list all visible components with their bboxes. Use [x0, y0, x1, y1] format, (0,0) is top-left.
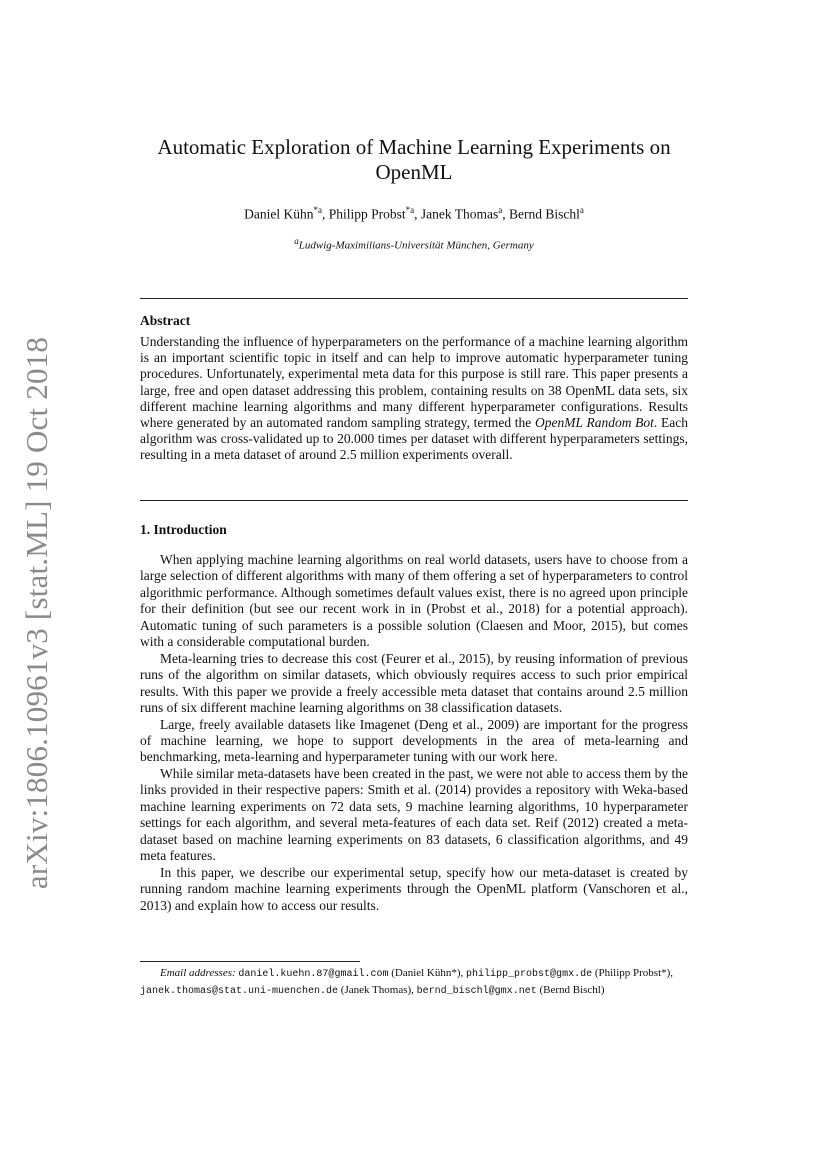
affiliation — [140, 236, 688, 252]
affiliation-text: Ludwig-Maximilians-Universität München, Germany — [298, 239, 534, 252]
author-name: Daniel Kühn — [244, 206, 314, 222]
section-heading-introduction: 1. Introduction — [140, 522, 227, 537]
introduction-body — [140, 552, 688, 914]
paragraph: Meta-learning tries to decrease this cost (Feurer et al., 2015), by reusing information of previous runs of the algorithm on similar datasets, which obviously requires access to such prior empirical results. With this paper we provide a freely accessible meta dataset that contains around 2.5 million runs of six different machine learning algorithms on 38 classification datasets. — [140, 650, 688, 716]
email-address[interactable]: philipp_probst@gmx.de — [466, 969, 593, 980]
author-name: Bernd Bischl — [509, 206, 580, 222]
arxiv-sidebar-stamp — [12, 336, 62, 889]
author-mark: a — [579, 205, 584, 215]
email-address[interactable]: daniel.kuehn.87@gmail.com — [238, 969, 389, 980]
email-owner: (Daniel Kühn*), — [391, 967, 464, 979]
author-mark: a — [498, 205, 503, 215]
footnote-email-addresses — [140, 966, 688, 999]
abstract-body — [140, 334, 688, 464]
author-list: Daniel Kühn$^{*a}$, Philipp Probst$^{*a}$, Janek Thomas$^a$, Bernd Bischl$^a$ — [244, 205, 584, 222]
abstract-heading: Abstract — [140, 313, 191, 328]
abstract-emphasis: OpenML Random Bot — [535, 415, 654, 431]
affiliation-mark: a — [294, 236, 299, 246]
arxiv-identifier: arXiv:1806.10961v3 [stat.ML] 19 Oct 2018 — [19, 336, 54, 889]
abstract-text-part-1: Understanding the influence of hyperparameters on the performance of a machine learning algorithm is an important scientific topic in itself and can help to improve automatic hyperparameter tuning procedures. Unfortunately, experimental meta data for this purpose is still rare. This paper presents a large, free and open dataset addressing this problem, containing results on 38 OpenML data sets, six different machine learning algorithms and many different hyperparameter configurations. Results where generated by an automated random sampling strategy, termed the — [140, 334, 688, 431]
author-name: Philipp Probst — [328, 206, 406, 222]
paragraph: Large, freely available datasets like Imagenet (Deng et al., 2009) are important for the progress of machine learning, we hope to support developments in the area of meta-learning and benchmarking, meta-learning and hyperparameter tuning with our work here. — [140, 716, 688, 765]
footnote-rule — [140, 961, 360, 962]
abstract-bottom-rule — [140, 500, 688, 501]
paragraph: When applying machine learning algorithms on real world datasets, users have to choose from a large selection of different algorithms with many of them offering a set of hyperparameters to control algorithmic performance. Although sometimes default values exist, there is no agreed upon principle for their definition (but see our recent work in in (Probst et al., 2018) for a potential approach). Automatic tuning of such parameters is a possible solution (Claesen and Moor, 2015), but comes with a considerable computational burden. — [140, 552, 688, 650]
footnote-label: Email addresses: — [160, 967, 236, 979]
email-owner: (Philipp Probst*), — [594, 967, 674, 979]
email-owner: (Bernd Bischl) — [539, 983, 605, 996]
author-mark: *a — [313, 205, 322, 215]
author-mark: *a — [405, 205, 415, 215]
abstract-top-rule — [140, 298, 688, 299]
paper-title-line-2: OpenML — [375, 160, 453, 184]
author-name: Janek Thomas — [420, 206, 499, 222]
paragraph: In this paper, we describe our experimental setup, specify how our meta-dataset is created by running random machine learning experiments through the OpenML platform (Vanschoren et al., 2013) and explain how to access our results. — [140, 864, 688, 913]
email-owner: (Janek Thomas), — [340, 983, 414, 996]
paragraph: While similar meta-datasets have been created in the past, we were not able to access them by the links provided in their respective papers: Smith et al. (2014) provides a repository with Weka-based machine learning experiments on 72 data sets, 9 machine learning algorithms, 10 hyperparameter settings for each algorithm, and several meta-features of each data set. Reif (2012) created a meta-dataset based on machine learning experiments on 83 datasets, 6 classification algorithms, and 49 meta features. — [140, 765, 688, 864]
paper-title-line-1: Automatic Exploration of Machine Learning Experiments on — [157, 135, 671, 159]
paper-title — [140, 135, 688, 185]
abstract-text-part-2: . Each algorithm was cross-validated up to 20.000 times per dataset with different hyperparameters settings, resulting in a meta dataset of around 2.5 million experiments overall. — [140, 415, 688, 463]
email-address[interactable]: janek.thomas@stat.uni-muenchen.de — [140, 985, 339, 997]
email-address[interactable]: bernd_bischl@gmx.net — [416, 985, 537, 997]
